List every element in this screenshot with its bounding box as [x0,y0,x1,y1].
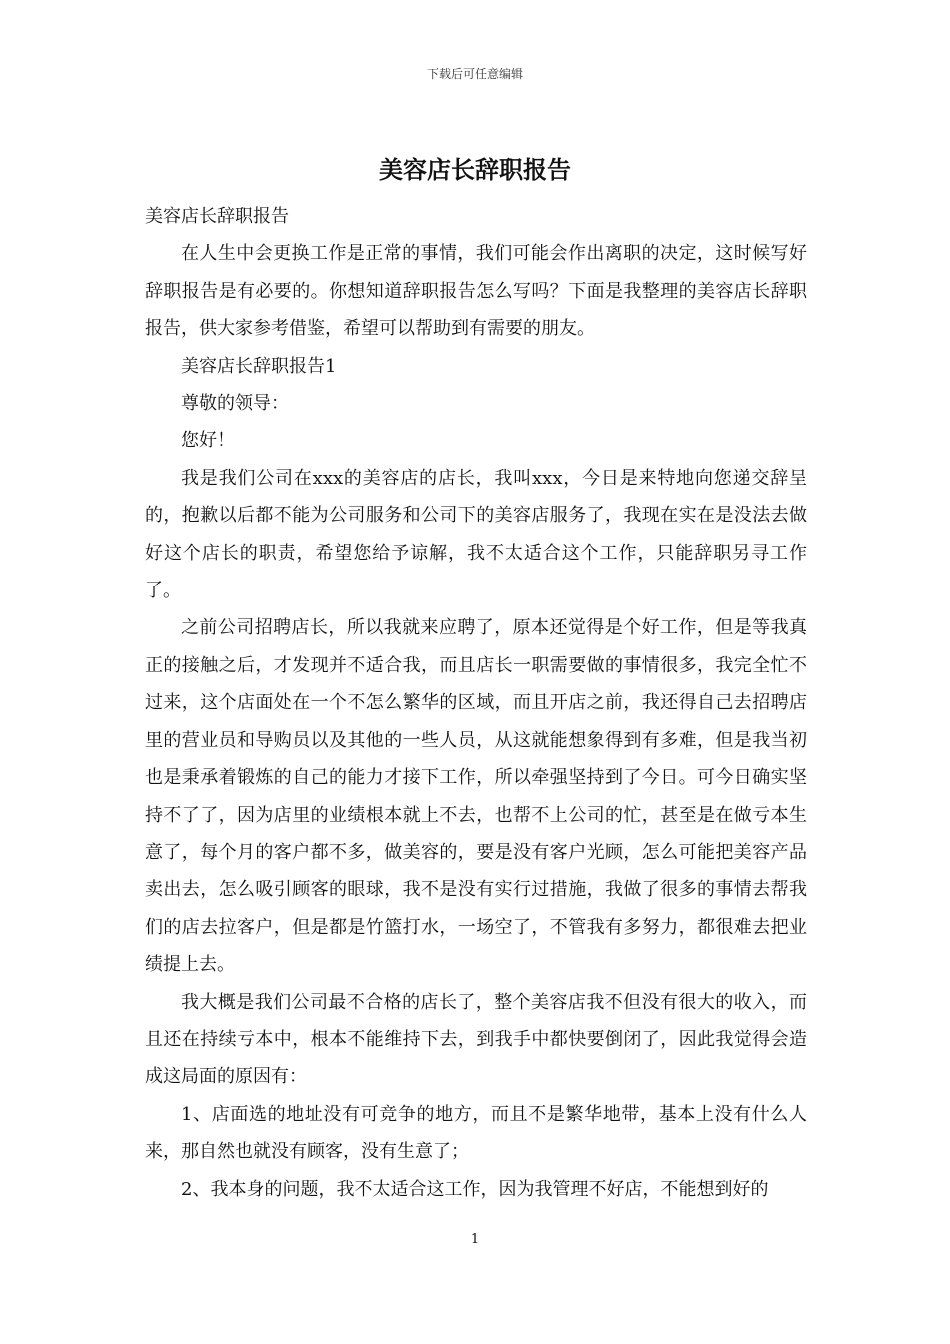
paragraph-intro: 在人生中会更换工作是正常的事情，我们可能会作出离职的决定，这时候写好辞职报告是有必要的。你想知道辞职报告怎么写吗？下面是我整理的美容店长辞职报告，供大家参考借鉴，希望可以帮助到有需要的朋友。 [145,243,807,340]
page-number: 1 [470,1232,480,1247]
paragraph-body: 我大概是我们公司最不合格的店长了，整个美容店我不但没有很大的收入，而且还在持续亏本中，根本不能维持下去，到我手中都快要倒闭了，因此我觉得会造成这局面的原因有： [145,991,807,1088]
document-title: 美容店长辞职报告 [379,155,571,184]
paragraph-list-item: 2、我本身的问题，我不太适合这工作，因为我管理不好店，不能想到好的 [181,1178,769,1200]
paragraph-list-item: 1、店面选的地址没有可竞争的地方，而且不是繁华地带，基本上没有什么人来，那自然也就没有顾客，没有生意了； [145,1103,807,1163]
paragraph-body: 我是我们公司在xxx的美容店的店长，我叫xxx，今日是来特地向您递交辞呈的，抱歉以后都不能为公司服务和公司下的美容店服务了，我现在实在是没法去做好这个店长的职责，希望您给予谅解，我不太适合这个工作，只能辞职另寻工作了。 [145,467,807,602]
page-header: 下载后可任意编辑 [426,67,523,81]
paragraph-greeting: 您好！ [181,430,235,452]
paragraph-section-heading: 美容店长辞职报告1 [181,355,337,377]
paragraph-subtitle: 美容店长辞职报告 [145,206,289,227]
document-body [145,198,807,1208]
paragraph-salutation: 尊敬的领导： [181,393,289,415]
paragraph-body: 之前公司招聘店长，所以我就来应聘了，原本还觉得是个好工作，但是等我真正的接触之后，才发现并不适合我，而且店长一职需要做的事情很多，我完全忙不过来，这个店面处在一个不怎么繁华的区域，而且开店之前，我还得自己去招聘店里的营业员和导购员以及其他的一些人员，从这就能想象得到有多难，但是我当初也是秉承着锻炼的自己的能力才接下工作，所以牵强坚持到了今日。可今日确实坚持不了了，因为店里的业绩根本就上不去，也帮不上公司的忙，甚至是在做亏本生意了，每个月的客户都不多，做美容的，要是没有客户光顾，怎么可能把美容产品卖出去，怎么吸引顾客的眼球，我不是没有实行过措施，我做了很多的事情去帮我们的店去拉客户，但是都是竹篮打水，一场空了，不管我有多努力，都很难去把业绩提上去。 [145,617,807,976]
